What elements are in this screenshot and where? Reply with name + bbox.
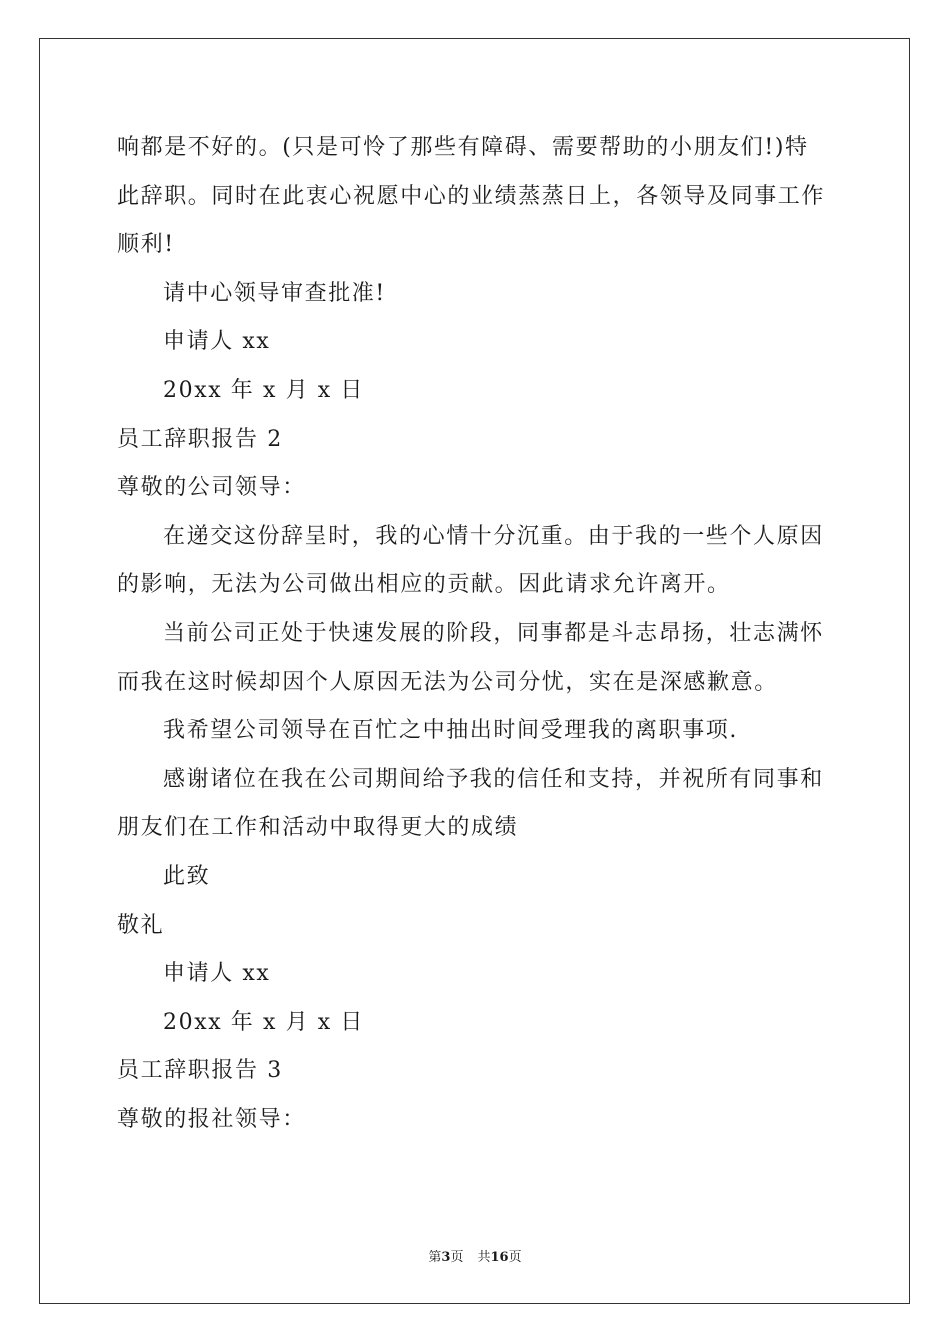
closing-line: 敬礼 bbox=[117, 912, 165, 938]
total-prefix: 共 bbox=[477, 1250, 491, 1265]
date-line: 20xx 年 x 月 x 日 bbox=[163, 377, 364, 403]
salutation: 尊敬的报社领导： bbox=[117, 1106, 306, 1132]
section-heading: 员工辞职报告 3 bbox=[117, 1058, 283, 1084]
text-line: 响都是不好的。(只是可怜了那些有障碍、需要帮助的小朋友们!)特 bbox=[117, 135, 809, 160]
total-pages: 16 bbox=[490, 1250, 509, 1265]
page-suffix: 页 bbox=[450, 1250, 464, 1265]
text-line: 此辞职。同时在此衷心祝愿中心的业绩蒸蒸日上，各领导及同事工作 bbox=[117, 183, 826, 209]
text-line: 在递交这份辞呈时，我的心情十分沉重。由于我的一些个人原因 bbox=[163, 523, 824, 549]
page-number: 3 bbox=[441, 1250, 451, 1265]
applicant-line: 申请人 xx bbox=[163, 329, 271, 355]
closing-line: 此致 bbox=[163, 863, 211, 889]
section-heading: 员工辞职报告 2 bbox=[117, 426, 283, 452]
total-suffix: 页 bbox=[508, 1250, 522, 1265]
document-body bbox=[117, 124, 833, 1144]
text-line: 而我在这时候却因个人原因无法为公司分忧，实在是深感歉意。 bbox=[117, 669, 778, 695]
date-line: 20xx 年 x 月 x 日 bbox=[163, 1009, 364, 1035]
text-line: 请中心领导审查批准! bbox=[163, 280, 386, 306]
salutation: 尊敬的公司领导： bbox=[117, 475, 306, 501]
applicant-line: 申请人 xx bbox=[163, 961, 271, 987]
text-line: 朋友们在工作和活动中取得更大的成绩 bbox=[117, 815, 519, 841]
text-line: 的影响，无法为公司做出相应的贡献。因此请求允许离开。 bbox=[117, 572, 731, 598]
text-line: 我希望公司领导在百忙之中抽出时间受理我的离职事项. bbox=[163, 718, 738, 744]
text-line: 顺利! bbox=[117, 232, 175, 258]
page-footer bbox=[0, 1246, 950, 1265]
text-line: 当前公司正处于快速发展的阶段，同事都是斗志昂扬，壮志满怀 bbox=[163, 620, 824, 646]
text-line: 感谢诸位在我在公司期间给予我的信任和支持，并祝所有同事和 bbox=[163, 766, 824, 792]
page-prefix: 第 bbox=[428, 1250, 442, 1265]
